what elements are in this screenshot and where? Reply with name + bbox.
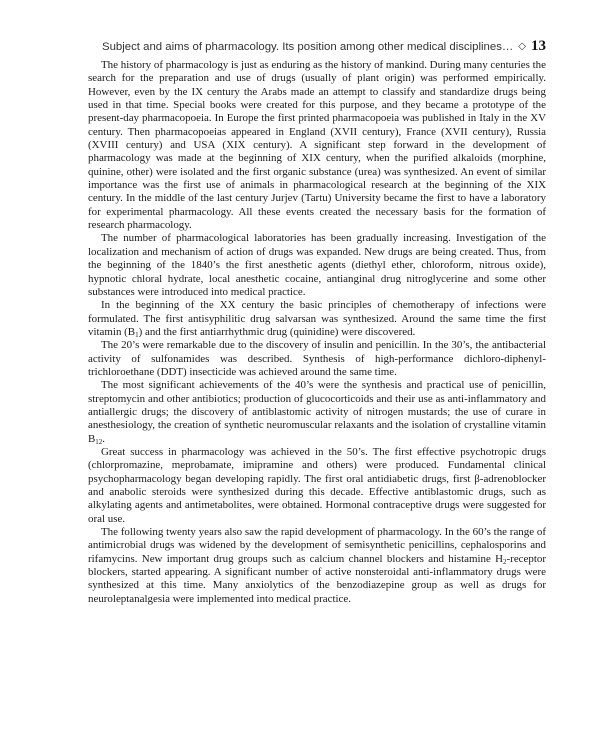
paragraph-text: The most significant achievements of the 40’s were the synthesis and practical use of penicillin, streptomycin and other antibiotics; production of glucocorticoids and their use as anti-inflammatory and antiallergic drugs; the discovery of antiblastomic activity of nitrogen mustards; the use of curare in anesthesiology, the creation of synthetic neuromuscular relaxants and the isolation of crystalline vitamin B (88, 379, 546, 445)
paragraph-xx-century (88, 299, 546, 339)
paragraph-history: The history of pharmacology is just as enduring as the history of mankind. During many centuries the search for the preparation and use of drugs (usually of plant origin) was performed empirically. However, even by the IX century the Arabs made an attempt to classify and standardize drugs being used in that time. Special books were created for this purpose, and they became a prototype of the present-day pharmacopoeia. In Europe the first printed pharmacopoeia was published in Italy in the XV century. Then pharmacopoeias appeared in England (XVII century), France (XVII century), Russia (XVIII century) and USA (XIX century). A significant step forward in the development of pharmacology was made at the beginning of XIX century, when the purified alkaloids (morphine, quinine, other) were isolated and the first organic substance (urea) was synthesized. An event of similar importance was the first use of animals in pharmacological research at the beginning of the XIX century. In the middle of the last century Jurjev (Tartu) University became the first to have a laboratory for experimental pharmacology. All these events created the necessary basis for the formation of research pharmacology. (88, 59, 547, 232)
paragraph-20s: The 20’s were remarkable due to the discovery of insulin and penicillin. In the 30’s, the antibacterial activity of sulfonamides was described. Synthesis of high-performance dichloro-diphenyl-trichloroethane (DDT) insecticide was achieved around the same time. (88, 339, 546, 378)
diamond-icon: ◇ (518, 41, 526, 52)
subscript: 1 (135, 330, 139, 339)
paragraph-text: -receptor blockers, started appearing. A significant number of active nonsteroidal anti-inflammatory drugs were synthesized at this time. Many anxiolytics of the benzodiazepine group as well as drugs for neuroleptanalgesia were implemented into medical practice. (88, 552, 546, 605)
paragraph-60s (88, 526, 546, 606)
subscript: 12 (95, 437, 103, 446)
body-text (88, 59, 546, 606)
paragraph-laboratories: The number of pharmacological laboratories has been gradually increasing. Investigation of the localization and mechanism of action of drugs was expanded. New drugs are being created. Thus, from the beginning of the 1840’s the first anesthetic agents (diethyl ether, chloroform, nitrous oxide), hypnotic chloral hydrate, local anesthetic cocaine, antianginal drug nitroglycerine and some other substances were introduced into medical practice. (88, 232, 546, 298)
paragraph-text: ) and the first antiarrhythmic drug (quinidine) were discovered. (138, 325, 416, 338)
paragraph-text: . (102, 432, 106, 445)
subscript: 2 (503, 557, 507, 566)
paragraph-50s: Great success in pharmacology was achieved in the 50’s. The first effective psychotropic drugs (chlorpromazine, meprobamate, imipramine and others) were produced. Fundamental clinical psychopharmacology began developing rapidly. The first oral antidiabetic drugs, first β-adrenoblocker and anabolic steroids were synthesized during this decade. Effective antiblastomic drugs, such as alkylating agents and antimetabolites, were obtained. Hormonal contraceptive drugs were suggested for oral use. (88, 445, 546, 525)
header-title: Subject and aims of pharmacology. Its position among other medical disciplines… (101, 41, 514, 53)
paragraph-text: In the beginning of the XX century the basic principles of chemotherapy of infections were formulated. The first antisyphilitic drug salvarsan was synthesized. Around the same time the first vitamin (B (88, 299, 546, 338)
paragraph-text: The following twenty years also saw the rapid development of pharmacology. In the 60’s the range of antimicrobial drugs was widened by the development of semisynthetic penicillins, cephalosporins and rifamycins. New important drug groups such as calcium channel blockers and histamine H (88, 526, 546, 565)
page-number: 13 (531, 38, 546, 54)
paragraph-40s (88, 379, 546, 446)
running-header (60, 38, 546, 55)
